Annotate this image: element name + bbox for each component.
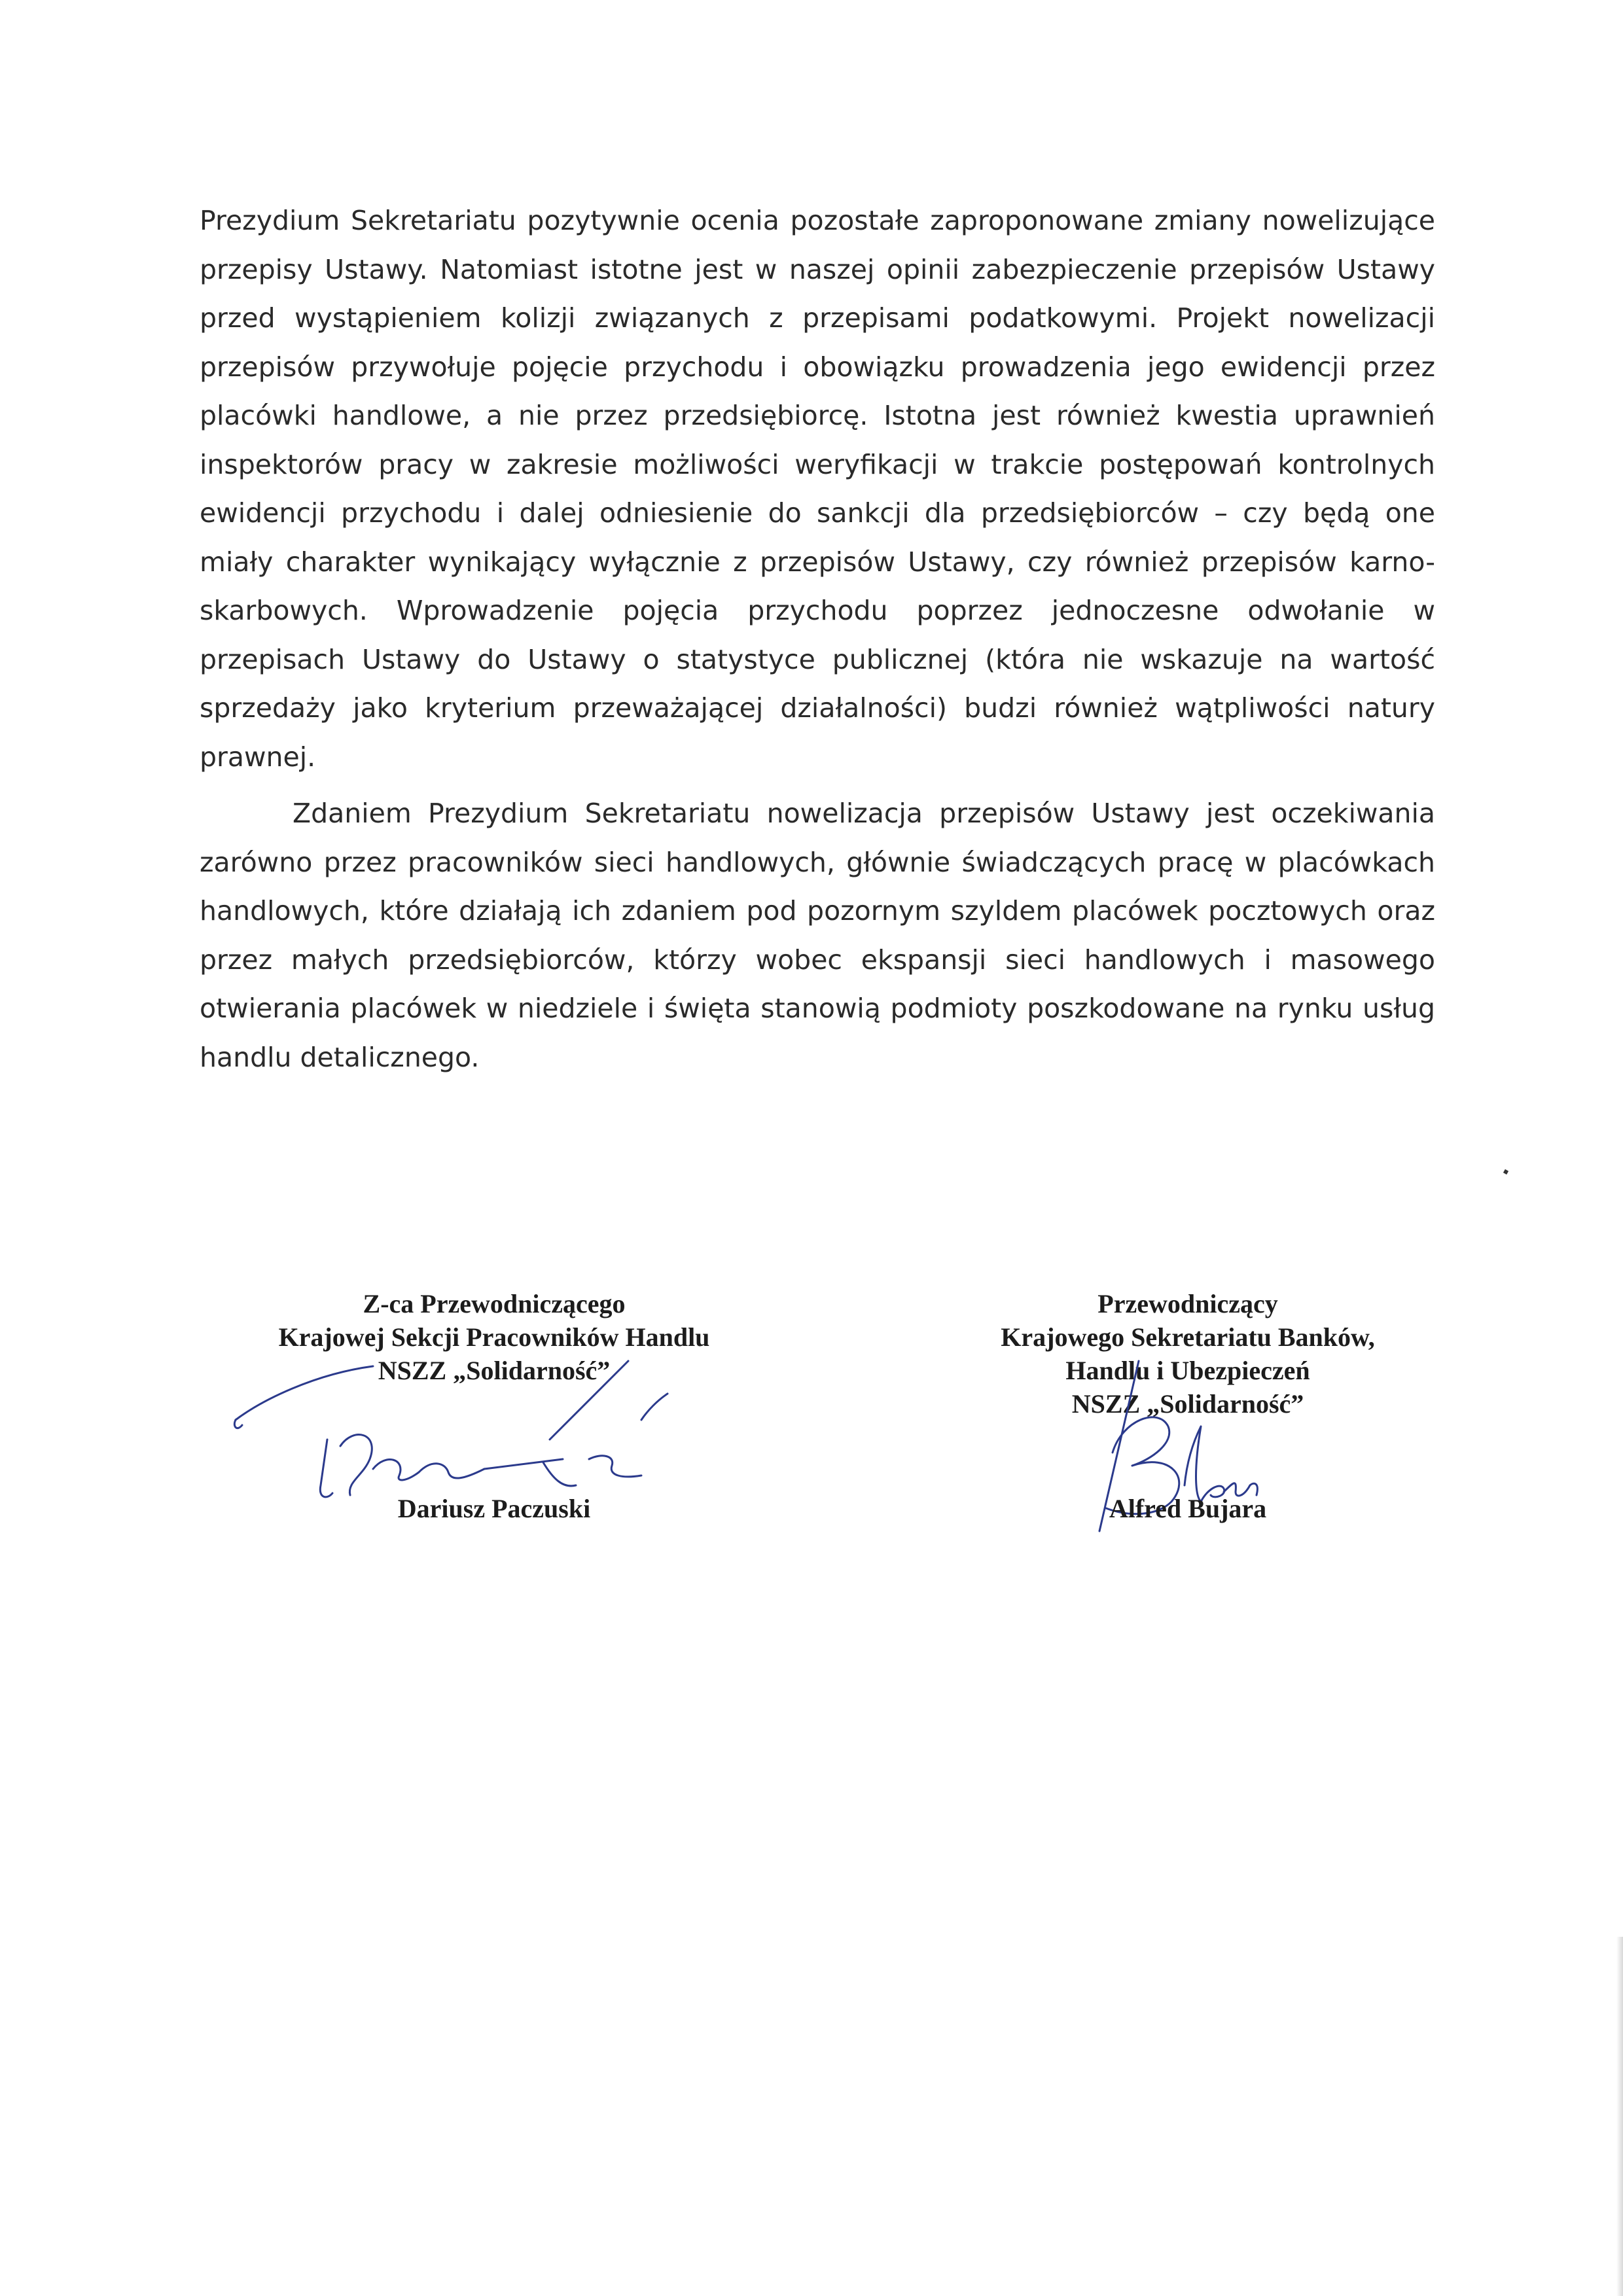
left-title-line-1: Z-ca Przewodniczącego [363, 1289, 626, 1318]
scan-edge-shadow [1616, 1937, 1623, 2296]
right-title-line-2: Krajowego Sekretariatu Banków, [1001, 1322, 1375, 1352]
letter-body [200, 196, 1435, 1082]
paragraph-2: Zdaniem Prezydium Sekretariatu nowelizacja przepisów Ustawy jest oczekiwania zarówno przez pracowników sieci handlowych, głównie świadczących pracę w placówkach handlowych, które działają ich zdaniem pod pozornym szyldem placówek pocztowych oraz przez małych przedsiębiorców, którzy wobec ekspansji sieci handlowych i masowego otwierania placówek w niedziele i święta stanowią podmioty poszkodowane na rynku usług handlu detalicznego. [200, 798, 1435, 1073]
signatory-name-right: Alfred Bujara [1109, 1494, 1267, 1523]
handwritten-signature-left [223, 1348, 694, 1511]
left-title-line-2: Krajowej Sekcji Pracowników Handlu [278, 1322, 710, 1352]
right-title-line-1: Przewodniczący [1097, 1289, 1278, 1318]
signatory-name-left: Dariusz Paczuski [397, 1494, 591, 1523]
right-title-line-4: NSZZ „Solidarność” [1071, 1389, 1304, 1419]
right-title-line-3: Handlu i Ubezpieczeń [1065, 1356, 1310, 1385]
stray-mark [1503, 1169, 1508, 1174]
left-title-line-3: NSZZ „Solidarność” [378, 1356, 611, 1385]
paragraph-1: Prezydium Sekretariatu pozytywnie ocenia pozostałe zaproponowane zmiany nowelizujące przepisy Ustawy. Natomiast istotne jest w naszej opinii zabezpieczenie przepisów Ustawy przed wystąpieniem kolizji związanych z przepisami podatkowymi. Projekt nowelizacji przepisów przywołuje pojęcie przychodu i obowiązku prowadzenia jego ewidencji przez placówki handlowe, a nie przez przedsiębiorcę. Istotna jest również kwestia uprawnień inspektorów pracy w zakresie możliwości weryfikacji w trakcie postępowań kontrolnych ewidencji przychodu i dalej odniesienie do sankcji dla przedsiębiorców – czy będą one miały charakter wynikający wyłącznie z przepisów Ustawy, czy również przepisów karno-skarbowych. Wprowadzenie pojęcia przychodu poprzez jednoczesne odwołanie w przepisach Ustawy do Ustawy o statystyce publicznej (która nie wskazuje na wartość sprzedaży jako kryterium przeważającej działalności) budzi również wątpliwości natury prawnej. [200, 205, 1435, 773]
